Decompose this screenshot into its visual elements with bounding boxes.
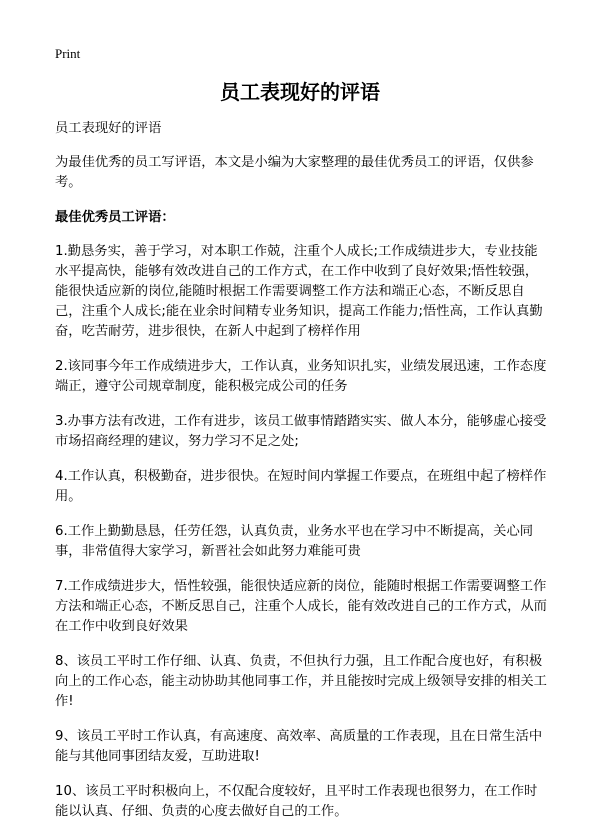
comment-paragraph: 10、该员工平时积极向上，不仅配合度较好，且平时工作表现也很努力，在工作时能以认真、仔细、负责的心度去做好自己的工作。 <box>55 784 538 819</box>
document-body <box>55 119 550 837</box>
comment-paragraph: 8、该员工平时工作仔细、认真、负责，不但执行力强，且工作配合度也好，有积极向上的工作心态，能主动协助其他同事工作，并且能按时完成上级领导安排的相关工作! <box>55 654 547 709</box>
section-heading: 最佳优秀员工评语： <box>55 210 175 225</box>
print-link[interactable]: Print <box>55 46 81 61</box>
comment-paragraph: 2.该同事今年工作成绩进步大，工作认真，业务知识扎实，业绩发展迅速，工作态度端正，遵守公司规章制度，能积极完成公司的任务 <box>55 359 547 394</box>
document-subtitle: 员工表现好的评语 <box>55 121 162 136</box>
intro-paragraph: 为最佳优秀的员工写评语，本文是小编为大家整理的最佳优秀员工的评语，仅供参考。 <box>55 155 534 190</box>
comment-paragraph: 1.勤恳务实，善于学习，对本职工作兢，注重个人成长;工作成绩进步大，专业技能水平提高快，能够有效改进自己的工作方式，在工作中收到了良好效果;悟性较强，能很快适应新的岗位,能随时根据工作需要调整工作方法和端正心态，不断反思自己，注重个人成长;能在业余时间精专业务知识，提高工作能力;悟性高，工作认真勤奋，吃苦耐劳，进步很快，在新人中起到了榜样作用 <box>55 244 543 339</box>
page-title: 员工表现好的评语 <box>220 80 380 104</box>
comment-paragraph: 7.工作成绩进步大，悟性较强，能很快适应新的岗位，能随时根据工作需要调整工作方法和端正心态，不断反思自己，注重个人成长，能有效改进自己的工作方式，从而在工作中收到良好效果 <box>55 579 547 634</box>
comment-paragraph: 3.办事方法有改进，工作有进步，该员工做事情踏踏实实、做人本分，能够虚心接受市场招商经理的建议，努力学习不足之处; <box>55 414 547 449</box>
comment-paragraph: 9、该员工平时工作认真，有高速度、高效率、高质量的工作表现，且在日常生活中能与其他同事团结友爱，互助进取! <box>55 729 543 764</box>
comment-paragraph: 6.工作上勤勤恳恳，任劳任怨，认真负责，业务水平也在学习中不断提高，关心同事，非常值得大家学习，新晋社会如此努力难能可贵 <box>55 524 534 559</box>
comment-paragraph: 4.工作认真，积极勤奋，进步很快。在短时间内掌握工作要点，在班组中起了榜样作用。 <box>55 469 547 504</box>
